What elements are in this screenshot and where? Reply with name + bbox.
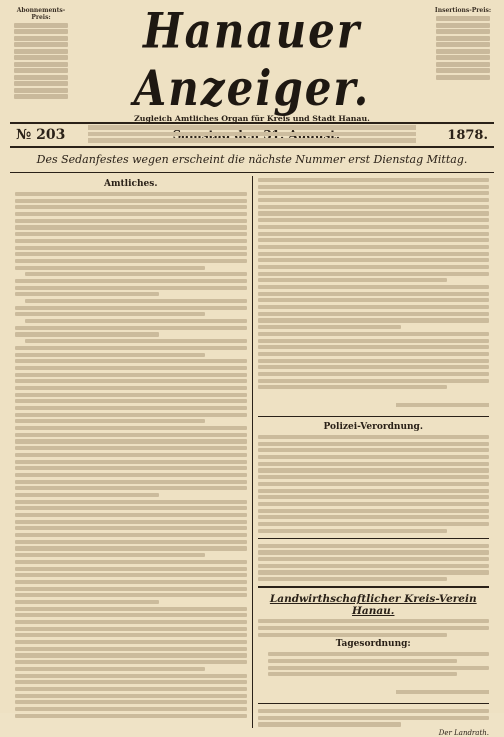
official-text: [15, 192, 247, 718]
advertising-price-box: [432, 8, 494, 81]
agenda-title: Tagesordnung:: [335, 639, 411, 650]
signature: [258, 392, 490, 411]
newspaper-title: Hanauer Anzeiger.: [133, 2, 371, 117]
newspaper-subtitle: Zugleich Amtliches Organ für Kreis und Stadt Hanau.: [134, 114, 370, 123]
official-section-title: Amtliches.: [104, 179, 158, 189]
agricultural-society-text: [258, 619, 490, 636]
right-column: [253, 176, 495, 737]
subscription-price-box: [10, 8, 72, 101]
agenda-items: [258, 652, 490, 676]
advertising-price-title: Insertions-Preis:: [434, 7, 492, 14]
issue-year: 1878.: [447, 127, 488, 143]
issue-number: № 203: [16, 127, 66, 143]
police-ordinance-text: [258, 435, 490, 533]
masthead-center: [72, 2, 432, 145]
subscription-price-title: Abonnements-Preis:: [16, 7, 66, 21]
sedan-festival-notice: Des Sedanfestes wegen erscheint die nächste Nummer erst Dienstag Mittag.: [10, 148, 494, 173]
publication-info: [76, 125, 428, 143]
text-columns: [10, 176, 494, 737]
continued-text: [258, 178, 490, 389]
board-signature: [258, 679, 490, 698]
police-ordinance-title: Polizei-Verordnung.: [323, 422, 423, 432]
landrath-signoff: Der Landrath.: [438, 729, 489, 737]
agricultural-society-title: Landwirthschaftlicher Kreis-Verein Hanau.: [269, 593, 477, 618]
masthead: [10, 2, 494, 123]
mayors-notice-text: [258, 709, 490, 726]
found-notice-text: [258, 544, 490, 582]
left-column: [10, 176, 253, 728]
